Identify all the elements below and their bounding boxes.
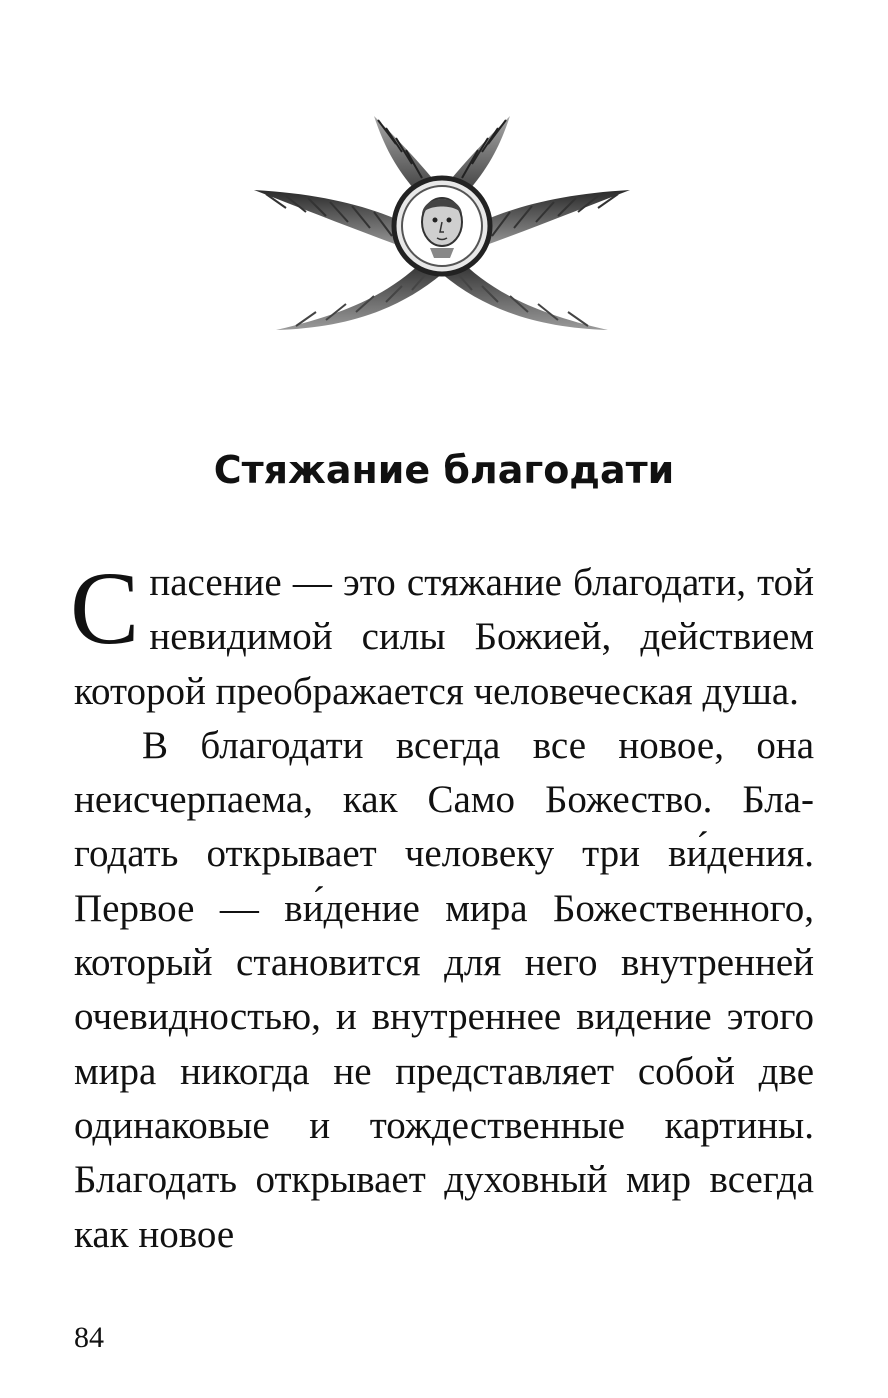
paragraph-1-text: пасение — это стяжание благодати, той невидимой силы Божией, действием которой преображается человеческая душа. — [74, 561, 814, 713]
paragraph-2: В благодати всегда все новое, она неисчерпаема, как Само Божество. Благодать открывает человеку три ви́дения. Первое — ви́дение мира Божественного, который становится для него внутренней очевидностью, и внутреннее видение этого мира никогда не представляет собой две одинаковые и тождественные картины. Благодать открывает духовный мир всегда как новое — [74, 723, 814, 1256]
seraph-ornament-icon — [246, 98, 638, 344]
body-text — [70, 551, 814, 1262]
drop-cap: С — [70, 551, 140, 666]
paragraph-1 — [70, 551, 814, 719]
page-number: 84 — [74, 1321, 104, 1354]
section-title: Стяжание благодати — [213, 448, 675, 492]
